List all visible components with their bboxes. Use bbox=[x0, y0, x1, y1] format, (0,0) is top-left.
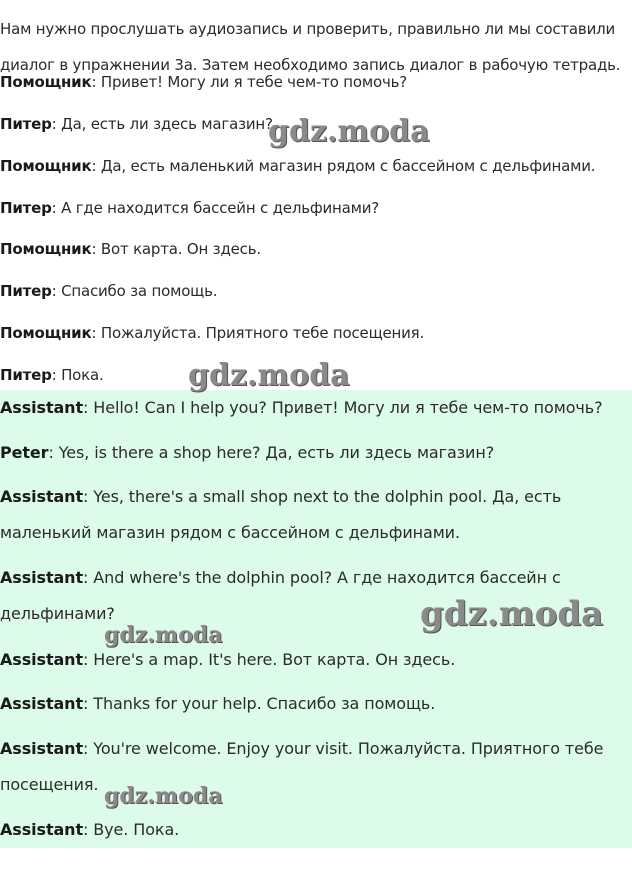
translation-block bbox=[0, 390, 632, 848]
en-line-6 bbox=[0, 686, 435, 722]
line-text-cont: маленький магазин рядом с бассейном с дельфинами. bbox=[0, 523, 460, 542]
ru-line-3 bbox=[0, 156, 595, 176]
en-line-7 bbox=[0, 731, 603, 803]
line-text: : А где находится бассейн с дельфинами? bbox=[51, 199, 380, 217]
line-text: : Да, есть ли здесь магазин? bbox=[51, 115, 273, 133]
speaker: Помощник bbox=[0, 324, 92, 342]
speaker: Assistant bbox=[0, 739, 84, 758]
en-line-2 bbox=[0, 435, 494, 471]
speaker: Питер bbox=[0, 115, 52, 133]
ru-line-5 bbox=[0, 239, 261, 259]
speaker: Assistant bbox=[0, 650, 84, 669]
speaker: Peter bbox=[0, 443, 49, 462]
intro-line-1: Нам нужно прослушать аудиозапись и проверить, правильно ли мы составили bbox=[0, 20, 616, 38]
line-text: : Hello! Can I help you? Привет! Могу ли я тебе чем-то помочь? bbox=[83, 398, 603, 417]
speaker: Assistant bbox=[0, 694, 84, 713]
watermark: gdz.moda bbox=[268, 114, 430, 149]
speaker: Помощник bbox=[0, 240, 92, 258]
line-text: : Вот карта. Он здесь. bbox=[91, 240, 261, 258]
speaker: Питер bbox=[0, 282, 52, 300]
intro-line-2: диалог в упражнении 3а. Затем необходимо запись диалог в рабочую тетрадь. bbox=[0, 56, 621, 74]
watermark: gdz.moda bbox=[420, 594, 604, 634]
speaker: Помощник bbox=[0, 157, 92, 175]
speaker: Assistant bbox=[0, 820, 84, 839]
speaker: Assistant bbox=[0, 487, 84, 506]
ru-line-8 bbox=[0, 365, 104, 385]
watermark: gdz.moda bbox=[104, 622, 223, 648]
ru-line-6 bbox=[0, 281, 217, 301]
line-text: : Пока. bbox=[51, 366, 104, 384]
watermark: gdz.moda bbox=[188, 358, 350, 393]
en-line-3 bbox=[0, 479, 561, 551]
line-text: : And where's the dolphin pool? А где находится бассейн с bbox=[83, 568, 561, 587]
line-text: : Пожалуйста. Приятного тебе посещения. bbox=[91, 324, 425, 342]
line-text: : Привет! Могу ли я тебе чем-то помочь? bbox=[91, 73, 408, 91]
ru-line-1 bbox=[0, 72, 407, 92]
ru-line-4 bbox=[0, 198, 379, 218]
ru-line-2 bbox=[0, 114, 273, 134]
line-text-cont: дельфинами? bbox=[0, 604, 115, 623]
line-text: : Yes, there's a small shop next to the dolphin pool. Да, есть bbox=[83, 487, 562, 506]
speaker: Питер bbox=[0, 366, 52, 384]
en-line-8 bbox=[0, 812, 179, 848]
line-text: : Here's a map. It's here. Вот карта. Он здесь. bbox=[83, 650, 456, 669]
line-text: : Yes, is there a shop here? Да, есть ли здесь магазин? bbox=[48, 443, 495, 462]
line-text-cont: посещения. bbox=[0, 775, 99, 794]
en-line-5 bbox=[0, 642, 455, 678]
speaker: Питер bbox=[0, 199, 52, 217]
speaker: Помощник bbox=[0, 73, 92, 91]
line-text: : Bye. Пока. bbox=[83, 820, 180, 839]
ru-line-7 bbox=[0, 323, 424, 343]
line-text: : Спасибо за помощь. bbox=[51, 282, 218, 300]
line-text: : Thanks for your help. Спасибо за помощь. bbox=[83, 694, 436, 713]
en-line-1 bbox=[0, 390, 602, 426]
en-line-4 bbox=[0, 560, 561, 632]
watermark: gdz.moda bbox=[104, 783, 223, 809]
line-text: : You're welcome. Enjoy your visit. Пожалуйста. Приятного тебе bbox=[83, 739, 604, 758]
speaker: Assistant bbox=[0, 398, 84, 417]
speaker: Assistant bbox=[0, 568, 84, 587]
line-text: : Да, есть маленький магазин рядом с бассейном с дельфинами. bbox=[91, 157, 596, 175]
